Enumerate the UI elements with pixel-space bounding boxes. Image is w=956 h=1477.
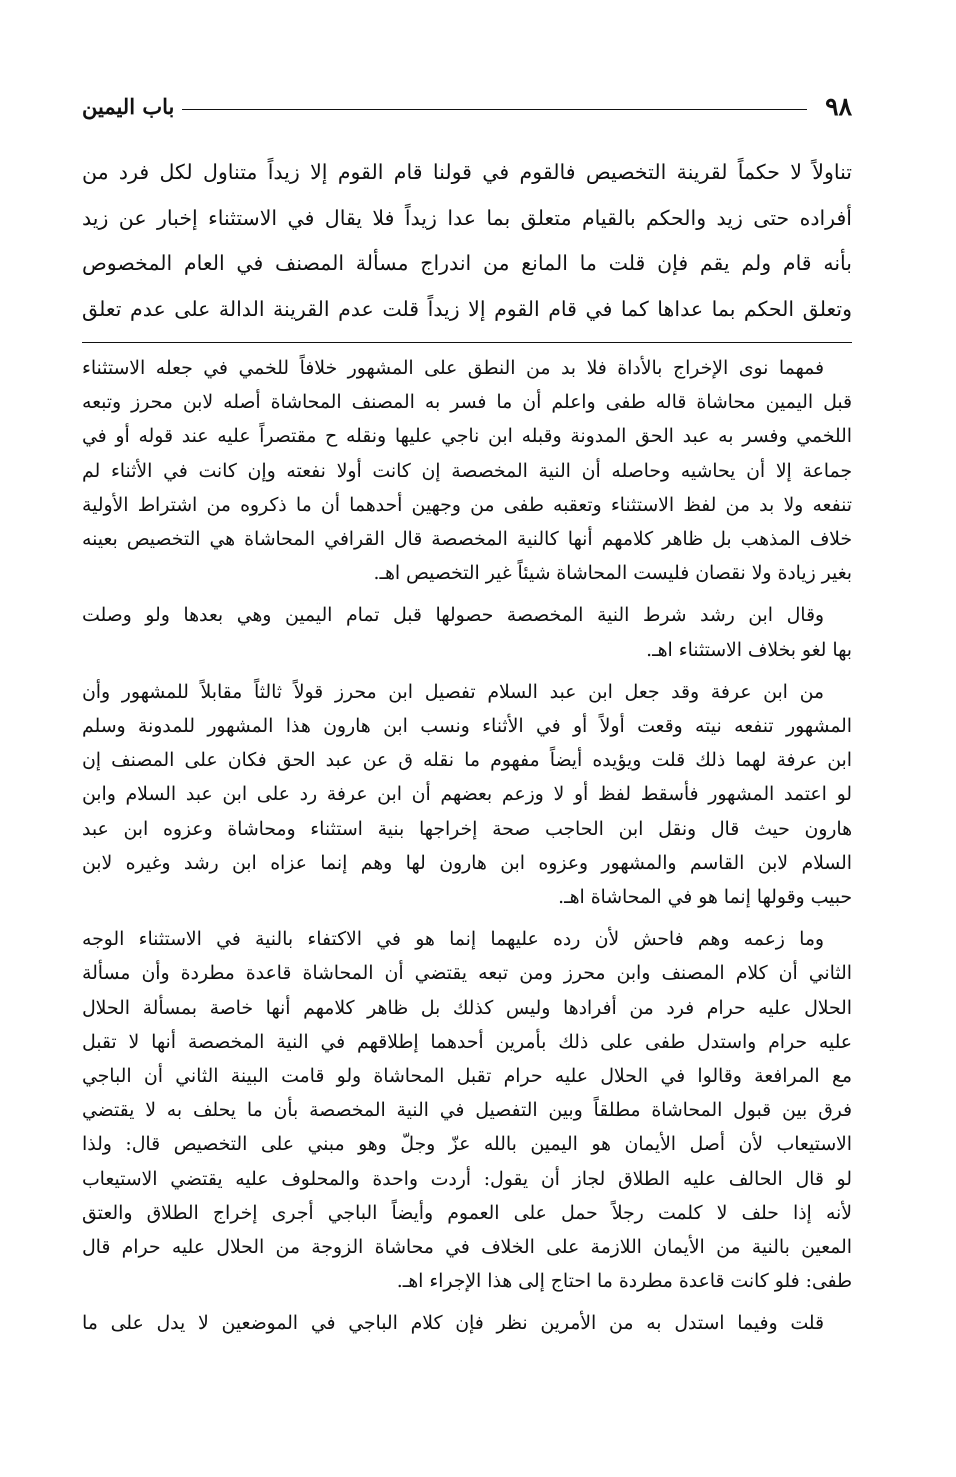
main-text-line: بأنه قام ولم يقم فإن قلت ما المانع من اندراج مسألة المصنف في العام المخصوص [82, 251, 852, 275]
note-line: عليه حرام واستدل طفى على ذلك بأمرين أحدهما إطلاقهم في النية المخصصة أنها لا تقبل [82, 1031, 852, 1053]
note-line: الاستيعاب لأن أصل الأيمان هو اليمين بالله عزّ وجلّ وهو مبني على التخصيص قال: ولذا [82, 1134, 852, 1156]
note-line: الحلال عليه حرام فرد من أفرادها وليس كذلك بل ظاهر كلامهم أنها خاصة بمسألة الحلال [82, 997, 852, 1019]
footnotes [82, 352, 852, 1350]
footnote-separator [82, 342, 852, 343]
note-line: بغير زيادة ولا نقصان فليست المحاشاة شيئاً غير التخصيص اهـ. [373, 563, 852, 585]
note-line: فرق بين قبول المحاشاة مطلقاً وبين التفصيل في النية المخصصة بأن ما يحلف به لا يقتضي [82, 1100, 852, 1122]
note-line: اللخمي وفسر به عبد الحق المدونة وقبله ابن ناجي عليها ونقله ح مقتصراً عليه عند قوله أو في [82, 426, 852, 448]
running-head [82, 88, 852, 124]
note-line: بها لغو بخلاف الاستثناء اهـ. [646, 639, 852, 661]
note-line: خلاف المذهب بل ظاهر كلامهم أنها كالنية المخصصة قال القرافي المحاشاة هي التخصيص بعينه [82, 529, 852, 551]
note-line: جماعة إلا أن يحاشيه وحاصله أن النية المخصصة إن كانت أولا نفعته وإن كانت في الأثناء لم [82, 460, 852, 482]
note-line: فمهما نوى الإخراج بالأداة فلا بد من النطق على المشهور خلافاً للخمي في جعله الاستثناء [82, 358, 824, 379]
note-line: ابن عرفة لهما ذلك قلت ويؤيده أيضاً مفهوم ما نقله ق عن عبد الحق فكان على المصنف إن [82, 750, 852, 772]
main-text-line: تناولاً لا حكماً لقرينة التخصيص فالقوم في قولنا قام القوم إلا زيداً متناول لكل فرد من [82, 160, 852, 184]
main-text-line: وتعلق الحكم بما عداها كما في قام القوم إلا زيداً قلت عدم القرينة الدالة على عدم تعلق [82, 296, 852, 321]
note-line: قلت وفيما استدل به من الأمرين نظر فإن كلام الباجي في الموضعين لا يدل على ما [82, 1313, 824, 1335]
note-paragraph [82, 352, 852, 591]
note-line: مع المرافعة وقالوا في الحلال عليه حرام تقبل المحاشاة ولو قامت البينة الثاني أن الباجي [82, 1066, 852, 1088]
chapter-title: باب اليمين [82, 93, 175, 119]
note-paragraph [82, 599, 852, 667]
note-line: من ابن عرفة وقد جعل ابن عبد السلام تفصيل ابن محرز قولاً ثالثاً مقابلاً للمشهور وأن [82, 681, 824, 703]
note-paragraph [82, 676, 852, 915]
page-number: ٩٨ [825, 91, 852, 121]
note-line: تنفعه ولا بد من لفظ الاستثناء وتعقبه طفى من وجهين أحدهما أن ما ذكروه من اشتراط الأولية [82, 494, 852, 516]
note-line: طفى: فلو كانت قاعدة مطردة ما احتاج إلى هذا الإجراء اهـ. [396, 1271, 852, 1293]
header-rule [182, 109, 807, 110]
note-line: وما زعمه وهم فاحش لأن رده عليهما إنما هو في الاكتفاء بالنية في الاستثناء الوجه [82, 929, 824, 951]
note-line: لأنه إذا حلف لا كلمت رجلاً حمل على العموم وأيضاً الباجي أجرى إخراج الطلاق والعتق [82, 1202, 852, 1224]
main-text [82, 150, 852, 332]
note-line: المشهور تنفعه نيته وقعت أولاً أو في الأثناء ونسب ابن هارون هذا المشهور للمدونة وسلم [82, 716, 852, 738]
note-line: حبيب وقولها إنما هو في المحاشاة اهـ. [558, 887, 852, 909]
note-paragraph [82, 923, 852, 1299]
note-line: الثاني أن كلام المصنف وابن محرز ومن تبعه يقتضي أن المحاشاة قاعدة مطردة وأن مسألة [82, 963, 852, 985]
note-line: المعين بالنية من الأيمان اللازمة على الخلاف في محاشاة الزوجة من الحلال عليه حرام قال [82, 1237, 852, 1259]
note-line: السلام لابن القاسم والمشهور وعزوه ابن هارون لها وهم إنما عزاه ابن رشد وغيره لابن [82, 852, 852, 874]
note-line: وقال ابن رشد شرط النية المخصصة حصولها قبل تمام اليمين وهي بعدها ولو وصلت [82, 605, 824, 627]
note-paragraph [82, 1307, 852, 1341]
note-line: قبل اليمين محاشاة قاله طفى واعلم أن ما فسر به المصنف المحاشاة أصله لابن محرز وتبعه [82, 392, 852, 414]
note-line: لو اعتمد المشهور فأسقط لفظ أو لا وزعم بعضهم أن ابن عرفة رد على ابن عبد السلام وابن [82, 784, 852, 806]
note-line: لو قال الحالف عليه الطلاق لجاز أن يقول: أردت واحدة والمحلوف عليه يقتضي الاستيعاب [82, 1168, 852, 1190]
main-text-line: أفراده حتى زيد والحكم بالقيام متعلق بما عدا زيداً فلا يقال في الاستثناء إخبار عن زيد [82, 205, 852, 230]
note-line: هارون حيث قال ونقل ابن الحاجب صحة إخراجها بنية استثناء ومحاشاة وعزوه ابن عبد [82, 818, 852, 840]
